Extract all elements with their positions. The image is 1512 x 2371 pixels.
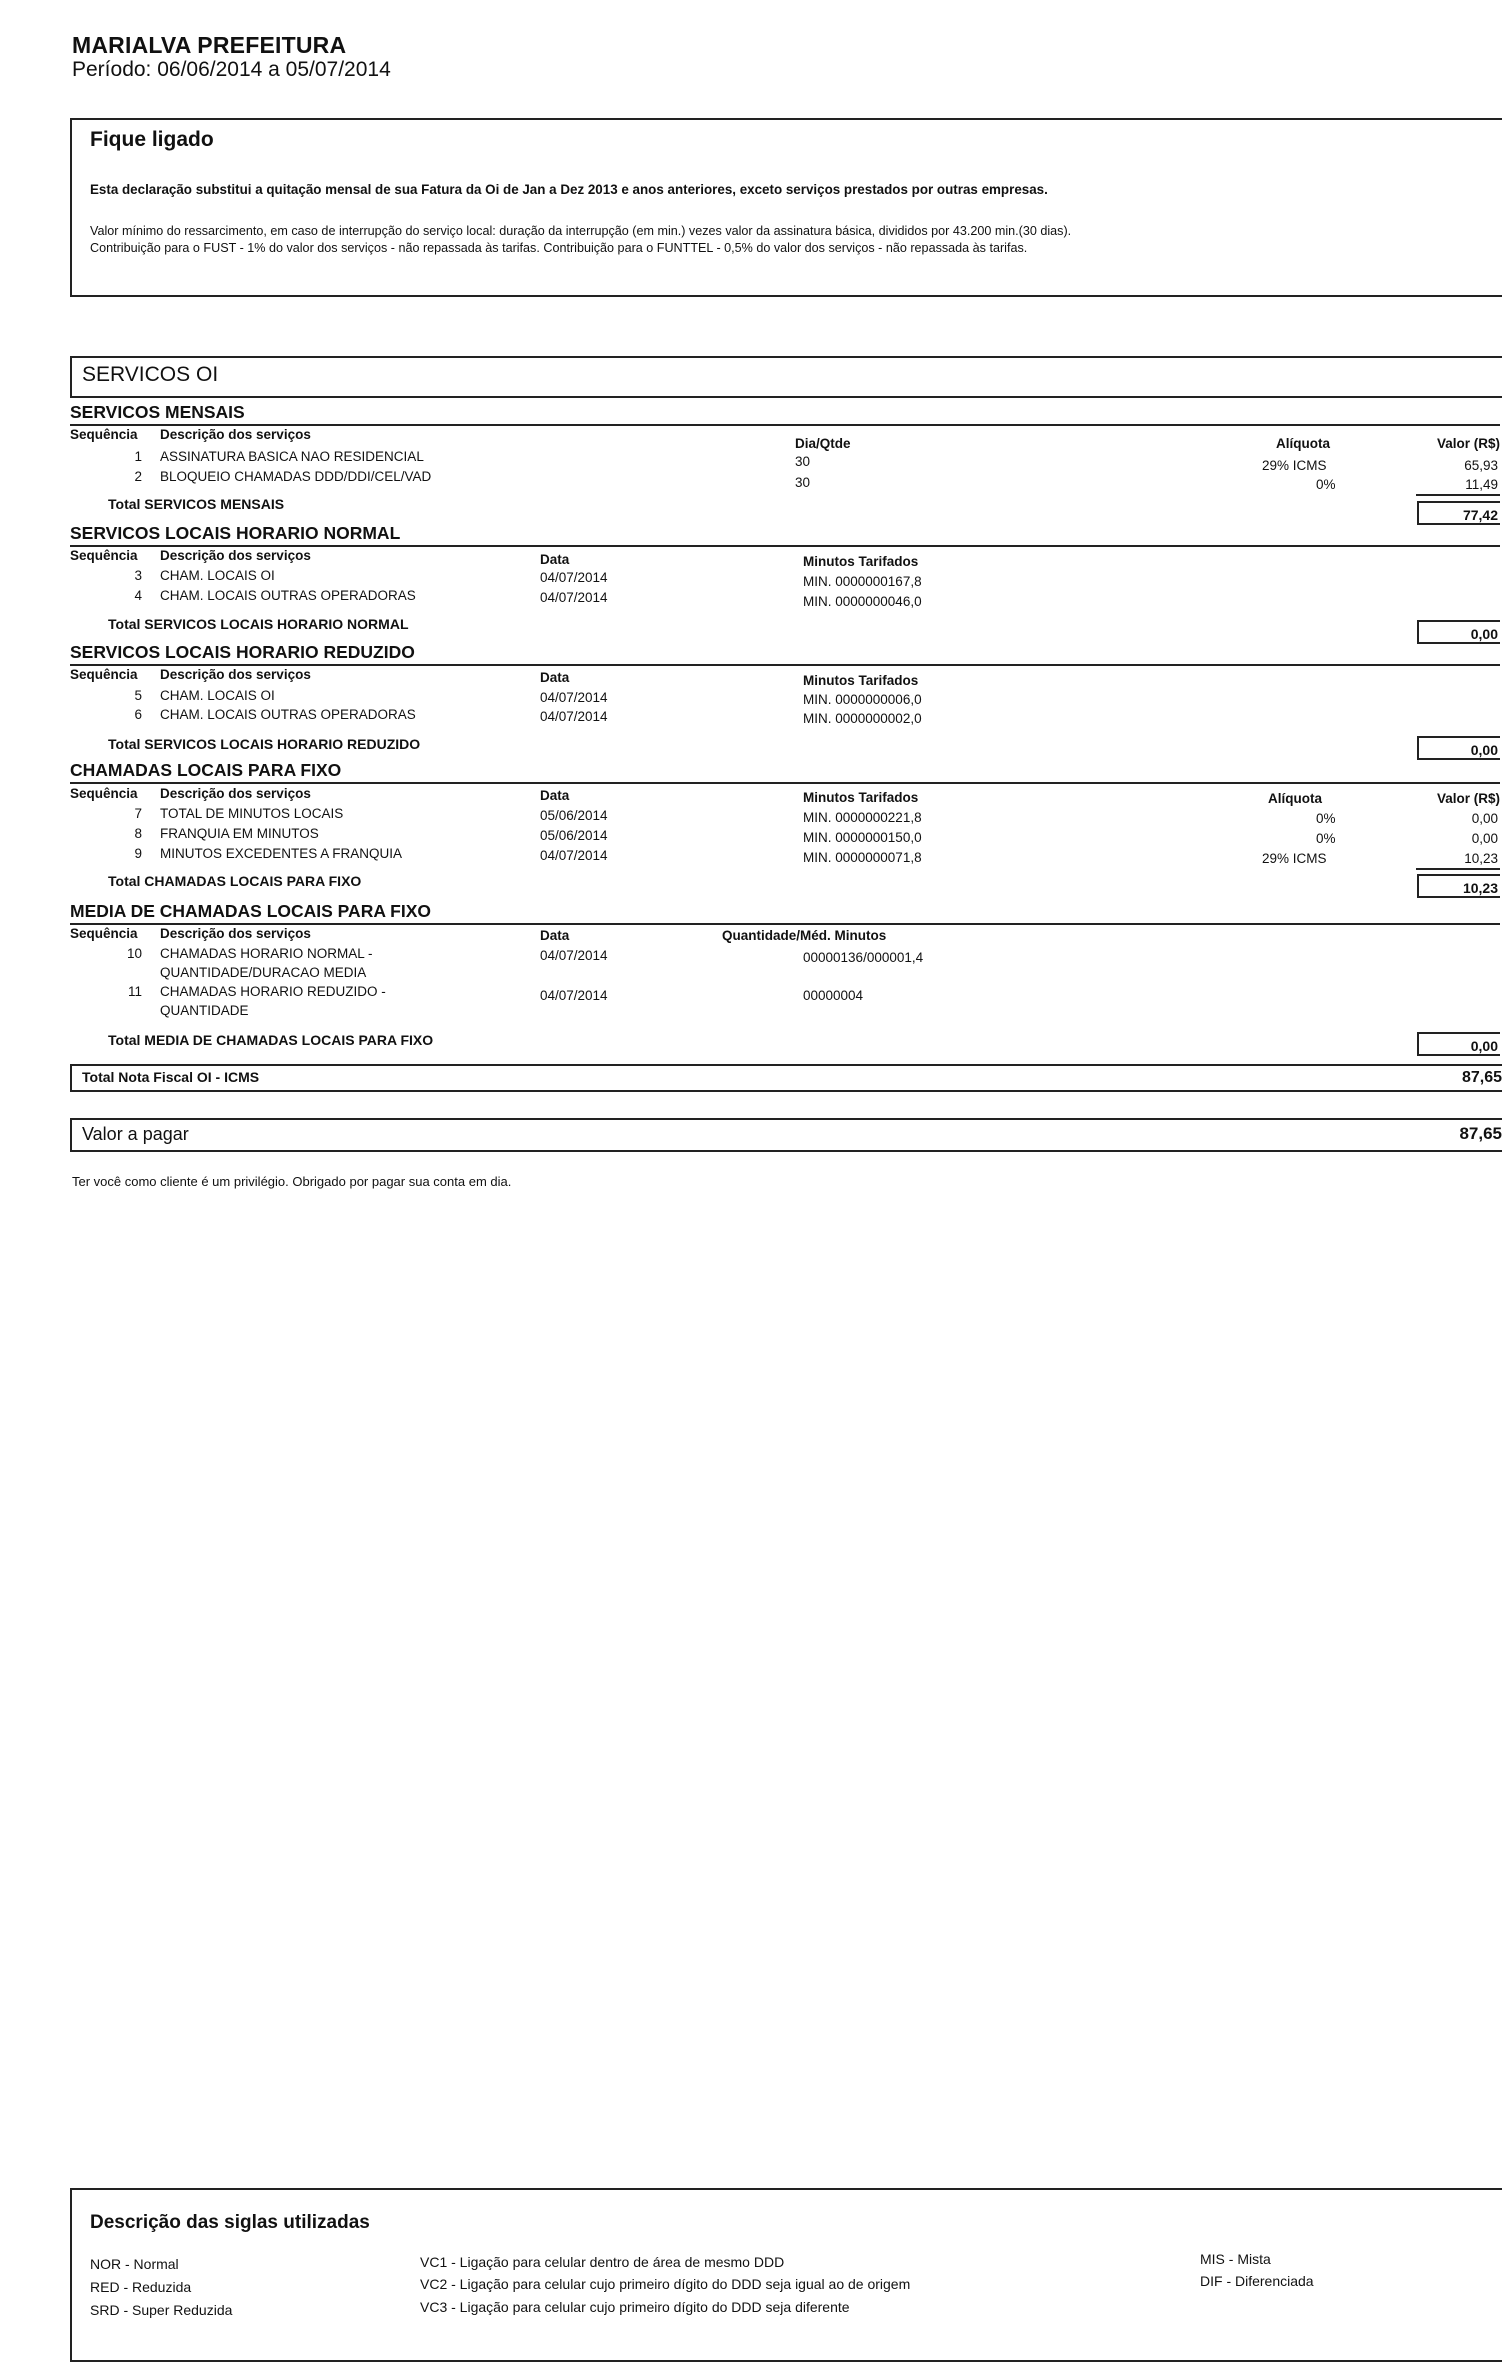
legend-item: VC2 - Ligação para celular cujo primeiro dígito do DDD seja igual ao de origem bbox=[420, 2276, 911, 2292]
col-header-dia-qtde: Dia/Qtde bbox=[795, 436, 851, 451]
section-divider bbox=[70, 782, 1500, 784]
legend-item: VC3 - Ligação para celular cujo primeiro dígito do DDD seja diferente bbox=[420, 2299, 850, 2315]
row-qtd: 00000136/000001,4 bbox=[803, 950, 924, 965]
row-data: 04/07/2014 bbox=[540, 570, 608, 585]
row-desc: CHAM. LOCAIS OI bbox=[160, 688, 275, 703]
row-seq: 7 bbox=[134, 806, 142, 821]
amount-due-box bbox=[70, 1118, 1502, 1152]
legend-title: Descrição das siglas utilizadas bbox=[90, 2212, 370, 2233]
row-minutos: MIN. 0000000006,0 bbox=[803, 692, 922, 707]
row-valor: 65,93 bbox=[1464, 458, 1498, 473]
row-desc-cont: QUANTIDADE bbox=[160, 1003, 249, 1018]
col-header-seq: Sequência bbox=[70, 548, 138, 563]
company-name: MARIALVA PREFEITURA bbox=[72, 32, 347, 58]
row-minutos: MIN. 0000000221,8 bbox=[803, 810, 922, 825]
row-aliquota: 29% ICMS bbox=[1262, 851, 1327, 866]
total-label-mensais: Total SERVICOS MENSAIS bbox=[108, 496, 285, 512]
section-title-normal: SERVICOS LOCAIS HORARIO NORMAL bbox=[70, 523, 401, 543]
row-desc: TOTAL DE MINUTOS LOCAIS bbox=[160, 806, 344, 821]
col-header-aliquota: Alíquota bbox=[1276, 436, 1330, 451]
row-seq: 4 bbox=[134, 588, 142, 603]
row-seq: 11 bbox=[127, 984, 142, 999]
row-desc: CHAM. LOCAIS OUTRAS OPERADORAS bbox=[160, 588, 416, 603]
services-title: SERVICOS OI bbox=[82, 363, 219, 386]
row-aliquota: 29% ICMS bbox=[1262, 458, 1327, 473]
col-header-desc: Descrição dos serviços bbox=[160, 926, 311, 941]
total-value-reduzido: 0,00 bbox=[1417, 736, 1500, 760]
row-aliquota: 0% bbox=[1316, 811, 1336, 826]
total-value-media: 0,00 bbox=[1417, 1032, 1500, 1056]
notice-line-1: Esta declaração substitui a quitação mensal de sua Fatura da Oi de Jan a Dez 2013 e anos anteriores, exceto serviços prestados por outras empresas. bbox=[90, 182, 1048, 197]
col-header-data: Data bbox=[540, 928, 570, 943]
col-header-aliquota: Alíquota bbox=[1268, 791, 1322, 806]
row-minutos: MIN. 0000000071,8 bbox=[803, 850, 922, 865]
section-title-fixo: CHAMADAS LOCAIS PARA FIXO bbox=[70, 760, 342, 780]
col-header-data: Data bbox=[540, 552, 570, 567]
row-seq: 3 bbox=[134, 568, 142, 583]
row-data: 04/07/2014 bbox=[540, 690, 608, 705]
row-data: 04/07/2014 bbox=[540, 709, 608, 724]
row-seq: 9 bbox=[134, 846, 142, 861]
total-value-mensais: 77,42 bbox=[1417, 501, 1500, 525]
row-minutos: MIN. 0000000150,0 bbox=[803, 830, 922, 845]
col-header-desc: Descrição dos serviços bbox=[160, 427, 311, 442]
col-header-desc: Descrição dos serviços bbox=[160, 667, 311, 682]
row-data: 04/07/2014 bbox=[540, 848, 608, 863]
notice-line-3: Contribuição para o FUST - 1% do valor dos serviços - não repassada às tarifas. Contribuição para o FUNTTEL - 0,5% do valor dos serviços - não repassada às tarifas. bbox=[90, 241, 1028, 255]
section-divider bbox=[70, 545, 1500, 547]
notice-box bbox=[70, 118, 1502, 297]
row-seq: 6 bbox=[134, 707, 142, 722]
total-label-fixo: Total CHAMADAS LOCAIS PARA FIXO bbox=[108, 873, 362, 889]
legend-item: SRD - Super Reduzida bbox=[90, 2302, 233, 2318]
notice-line-2: Valor mínimo do ressarcimento, em caso de interrupção do serviço local: duração da interrupção (em min.) vezes valor da assinatura básica, divididos por 43.200 min.(30 dias). bbox=[90, 224, 1072, 238]
col-header-valor: Valor (R$) bbox=[1436, 436, 1500, 451]
row-qtde: 30 bbox=[795, 454, 811, 469]
row-desc: CHAMADAS HORARIO NORMAL - bbox=[160, 946, 373, 961]
amount-due-value: 87,65 bbox=[1459, 1124, 1502, 1143]
row-minutos: MIN. 0000000046,0 bbox=[803, 594, 922, 609]
col-header-data: Data bbox=[540, 788, 570, 803]
row-data: 05/06/2014 bbox=[540, 808, 608, 823]
col-header-seq: Sequência bbox=[70, 667, 138, 682]
section-divider bbox=[70, 664, 1500, 666]
legend-box bbox=[70, 2188, 1502, 2362]
col-header-qtd-med: Quantidade/Méd. Minutos bbox=[722, 928, 887, 943]
row-data: 04/07/2014 bbox=[540, 590, 608, 605]
total-label-reduzido: Total SERVICOS LOCAIS HORARIO REDUZIDO bbox=[108, 736, 421, 752]
col-header-minutos: Minutos Tarifados bbox=[803, 790, 919, 805]
section-divider bbox=[70, 923, 1500, 925]
row-minutos: MIN. 0000000002,0 bbox=[803, 711, 922, 726]
row-desc: BLOQUEIO CHAMADAS DDD/DDI/CEL/VAD bbox=[160, 469, 432, 484]
row-data: 04/07/2014 bbox=[540, 948, 608, 963]
billing-period: Período: 06/06/2014 a 05/07/2014 bbox=[72, 58, 391, 81]
row-seq: 5 bbox=[134, 688, 142, 703]
row-qtd: 00000004 bbox=[803, 988, 864, 1003]
row-seq: 1 bbox=[134, 449, 142, 464]
nota-fiscal-value: 87,65 bbox=[1461, 1069, 1502, 1086]
row-desc: MINUTOS EXCEDENTES A FRANQUIA bbox=[160, 846, 403, 861]
row-seq: 10 bbox=[126, 946, 142, 961]
row-qtde: 30 bbox=[795, 475, 811, 490]
row-desc: ASSINATURA BASICA NAO RESIDENCIAL bbox=[160, 449, 424, 464]
row-desc: CHAMADAS HORARIO REDUZIDO - bbox=[160, 984, 386, 999]
total-value-normal: 0,00 bbox=[1417, 620, 1500, 644]
amount-due-label: Valor a pagar bbox=[82, 1124, 189, 1144]
row-desc: CHAM. LOCAIS OI bbox=[160, 568, 275, 583]
section-divider bbox=[70, 424, 1500, 426]
row-valor: 11,49 bbox=[1465, 477, 1498, 492]
section-title-reduzido: SERVICOS LOCAIS HORARIO REDUZIDO bbox=[70, 642, 415, 662]
row-valor: 0,00 bbox=[1471, 811, 1498, 826]
row-desc: FRANQUIA EM MINUTOS bbox=[160, 826, 319, 841]
col-header-seq: Sequência bbox=[70, 786, 138, 801]
thank-you-message: Ter você como cliente é um privilégio. Obrigado por pagar sua conta em dia. bbox=[72, 1174, 512, 1189]
underline bbox=[1416, 868, 1500, 870]
row-valor: 10,23 bbox=[1464, 851, 1498, 866]
col-header-seq: Sequência bbox=[70, 427, 138, 442]
col-header-data: Data bbox=[540, 670, 570, 685]
row-desc-cont: QUANTIDADE/DURACAO MEDIA bbox=[160, 965, 367, 980]
row-data: 05/06/2014 bbox=[540, 828, 608, 843]
legend-item: RED - Reduzida bbox=[90, 2279, 192, 2295]
row-seq: 2 bbox=[134, 469, 142, 484]
col-header-desc: Descrição dos serviços bbox=[160, 548, 311, 563]
nota-fiscal-label: Total Nota Fiscal OI - ICMS bbox=[82, 1069, 260, 1085]
notice-title: Fique ligado bbox=[90, 128, 214, 151]
total-label-media: Total MEDIA DE CHAMADAS LOCAIS PARA FIXO bbox=[108, 1032, 434, 1048]
total-label-normal: Total SERVICOS LOCAIS HORARIO NORMAL bbox=[108, 616, 409, 632]
row-seq: 8 bbox=[134, 826, 142, 841]
legend-item: MIS - Mista bbox=[1200, 2251, 1271, 2267]
legend-item: DIF - Diferenciada bbox=[1200, 2273, 1314, 2289]
col-header-minutos: Minutos Tarifados bbox=[803, 554, 919, 569]
row-aliquota: 0% bbox=[1316, 831, 1336, 846]
row-minutos: MIN. 0000000167,8 bbox=[803, 574, 922, 589]
row-desc: CHAM. LOCAIS OUTRAS OPERADORAS bbox=[160, 707, 416, 722]
total-value-fixo: 10,23 bbox=[1417, 874, 1500, 898]
nota-fiscal-box bbox=[70, 1064, 1502, 1092]
col-header-minutos: Minutos Tarifados bbox=[803, 673, 919, 688]
legend-item: NOR - Normal bbox=[90, 2256, 179, 2272]
col-header-seq: Sequência bbox=[70, 926, 138, 941]
section-title-media: MEDIA DE CHAMADAS LOCAIS PARA FIXO bbox=[70, 901, 432, 921]
legend-item: VC1 - Ligação para celular dentro de área de mesmo DDD bbox=[420, 2254, 785, 2270]
services-title-box bbox=[70, 356, 1502, 398]
col-header-valor: Valor (R$) bbox=[1436, 791, 1500, 806]
row-data: 04/07/2014 bbox=[540, 988, 608, 1003]
row-valor: 0,00 bbox=[1471, 831, 1498, 846]
row-aliquota: 0% bbox=[1316, 477, 1336, 492]
underline bbox=[1416, 494, 1500, 496]
col-header-desc: Descrição dos serviços bbox=[160, 786, 311, 801]
section-title-mensais: SERVICOS MENSAIS bbox=[70, 402, 245, 422]
